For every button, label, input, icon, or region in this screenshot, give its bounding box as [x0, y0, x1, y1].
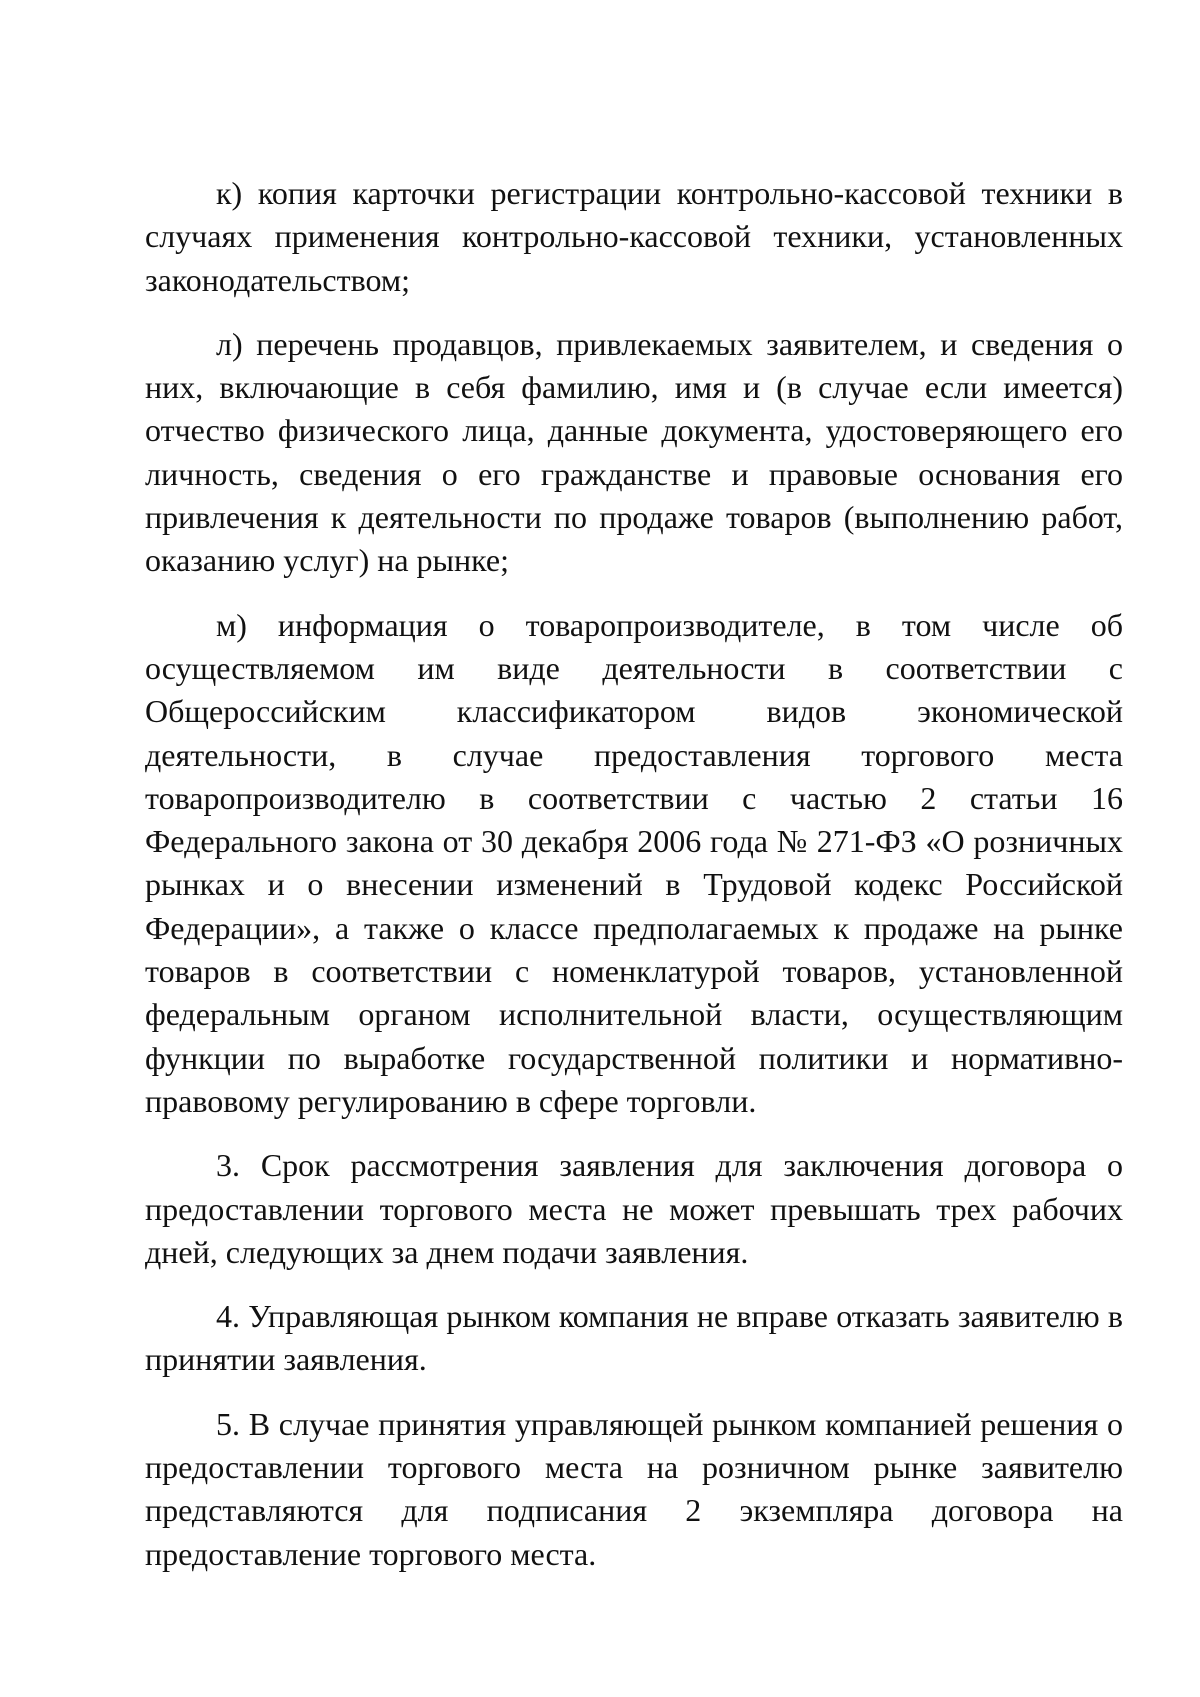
paragraph-5: 5. В случае принятия управляющей рынком компанией решения о предоставлении торгового места на розничном рынке заявителю представляются для подписания 2 экземпляра договора на предоставление торгового места. — [145, 1405, 1123, 1572]
paragraph-l: л) перечень продавцов, привлекаемых заявителем, и сведения о них, включающие в себя фамилию, имя и (в случае если имеется) отчество физического лица, данные документа, удостоверяющего его личность, сведения о его гражданстве и правовые основания его привлечения к деятельности по продаже товаров (выполнению работ, оказанию услуг) на рынке; — [145, 325, 1123, 579]
paragraph-k: к) копия карточки регистрации контрольно-кассовой техники в случаях применения контрольно-кассовой техники, установленных законодательством; — [145, 175, 1123, 298]
paragraph-3: 3. Срок рассмотрения заявления для заключения договора о предоставлении торгового места не может превышать трех рабочих дней, следующих за днем подачи заявления. — [145, 1147, 1123, 1270]
paragraph-4: 4. Управляющая рынком компания не вправе отказать заявителю в принятии заявления. — [145, 1298, 1123, 1378]
document-page — [145, 172, 1123, 1576]
paragraph-m: м) информация о товаропроизводителе, в том числе об осуществляемом им виде деятельности в соответствии с Общероссийским классификатором видов экономической деятельности, в случае предоставления торгового места товаропроизводителю в соответствии с частью 2 статьи 16 Федерального закона от 30 декабря 2006 года № 271-ФЗ «О розничных рынках и о внесении изменений в Трудовой кодекс Российской Федерации», а также о классе предполагаемых к продаже на рынке товаров в соответствии с номенклатурой товаров, установленной федеральным органом исполнительной власти, осуществляющим функции по выработке государственной политики и нормативно-правовому регулированию в сфере торговли. — [145, 606, 1123, 1119]
